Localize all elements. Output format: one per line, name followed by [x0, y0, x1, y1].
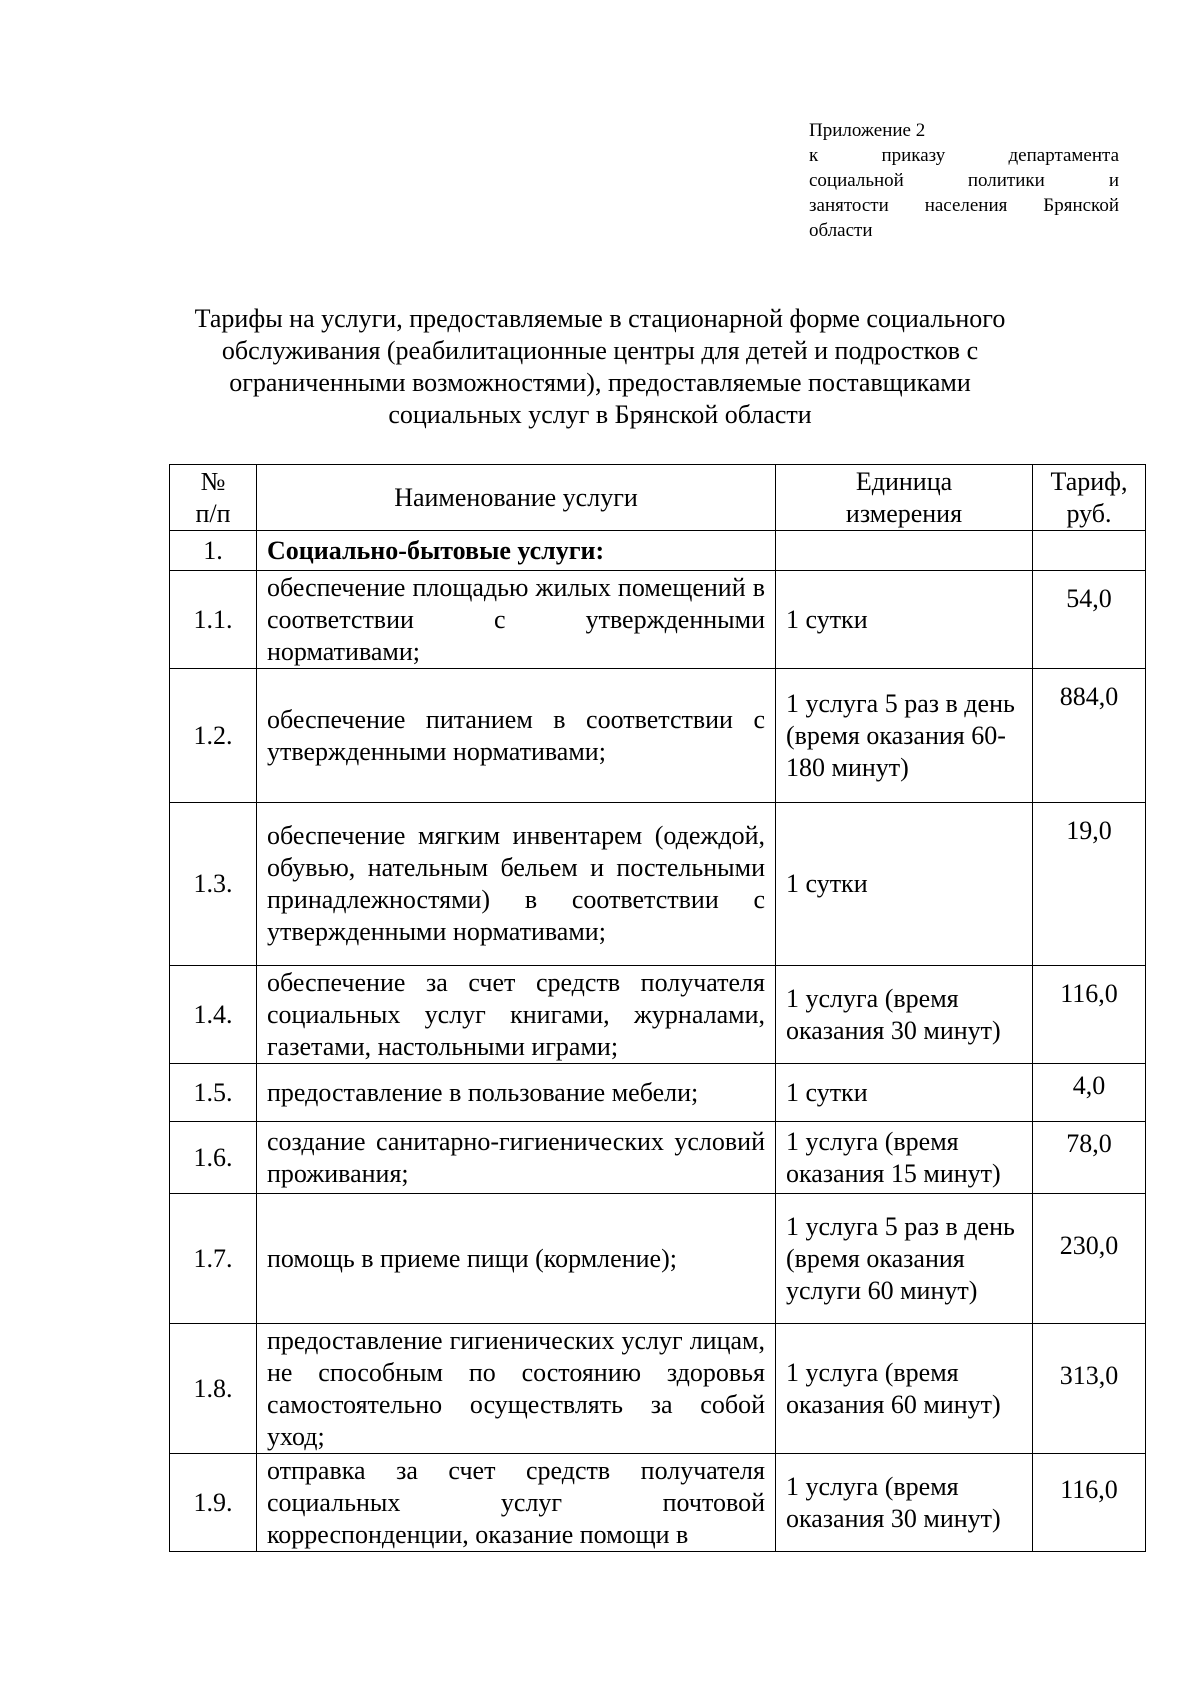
document-title [170, 303, 1030, 431]
row-unit: 1 услуга 5 раз в день (время оказания 60-180 минут) [776, 669, 1033, 803]
row-name: отправка за счет средств получателя социальных услуг почтовой корреспонденции, оказание помощи в [257, 1454, 776, 1552]
table-row [170, 1194, 1146, 1324]
title-line: обслуживания (реабилитационные центры для детей и подростков с [221, 336, 979, 365]
row-name: обеспечение площадью жилых помещений в соответствии с утвержденными нормативами; [257, 571, 776, 669]
section-tariff [1033, 531, 1146, 571]
row-num: 1.3. [170, 803, 257, 966]
table-row [170, 1324, 1146, 1454]
table-header-row [170, 465, 1146, 531]
row-unit: 1 услуга (время оказания 15 минут) [776, 1122, 1033, 1194]
row-num: 1.2. [170, 669, 257, 803]
row-unit: 1 услуга 5 раз в день (время оказания услуги 60 минут) [776, 1194, 1033, 1324]
row-name: помощь в приеме пищи (кормление); [257, 1194, 776, 1324]
table-row [170, 1454, 1146, 1552]
row-tariff: 116,0 [1033, 1454, 1146, 1552]
row-tariff: 313,0 [1033, 1324, 1146, 1454]
table-row [170, 1122, 1146, 1194]
row-name: обеспечение за счет средств получателя социальных услуг книгами, журналами, газетами, настольными играми; [257, 966, 776, 1064]
row-tariff: 116,0 [1033, 966, 1146, 1064]
row-name: обеспечение мягким инвентарем (одеждой, обувью, нательным бельем и постельными принадлежностями) в соответствии с утвержденными нормативами; [257, 803, 776, 966]
row-unit: 1 услуга (время оказания 30 минут) [776, 966, 1033, 1064]
title-line: Тарифы на услуги, предоставляемые в стационарной форме социального [194, 304, 1006, 333]
row-num: 1.9. [170, 1454, 257, 1552]
row-name: обеспечение питанием в соответствии с утвержденными нормативами; [257, 669, 776, 803]
header-num: № п/п [170, 465, 257, 531]
header-name: Наименование услуги [257, 465, 776, 531]
row-tariff: 54,0 [1033, 571, 1146, 669]
appendix-line: области [809, 220, 873, 241]
row-num: 1.1. [170, 571, 257, 669]
section-unit [776, 531, 1033, 571]
row-num: 1.4. [170, 966, 257, 1064]
header-unit: Единица измерения [776, 465, 1033, 531]
appendix-line: занятости населения Брянской [809, 195, 1119, 216]
row-num: 1.5. [170, 1064, 257, 1122]
table-row [170, 571, 1146, 669]
section-num: 1. [170, 531, 257, 571]
appendix-line: к приказу департамента [809, 145, 1119, 166]
table-row [170, 803, 1146, 966]
row-num: 1.6. [170, 1122, 257, 1194]
row-tariff: 78,0 [1033, 1122, 1146, 1194]
table-row [170, 1064, 1146, 1122]
appendix-line: социальной политики и [809, 170, 1119, 191]
header-tariff: Тариф, руб. [1033, 465, 1146, 531]
row-unit: 1 услуга (время оказания 60 минут) [776, 1324, 1033, 1454]
row-unit: 1 сутки [776, 571, 1033, 669]
appendix-note [809, 118, 1119, 243]
row-tariff: 884,0 [1033, 669, 1146, 803]
row-unit: 1 сутки [776, 803, 1033, 966]
section-name: Социально-бытовые услуги: [257, 531, 776, 571]
section-row [170, 531, 1146, 571]
row-name: предоставление в пользование мебели; [257, 1064, 776, 1122]
row-tariff: 230,0 [1033, 1194, 1146, 1324]
row-unit: 1 сутки [776, 1064, 1033, 1122]
row-num: 1.8. [170, 1324, 257, 1454]
table-row [170, 669, 1146, 803]
row-tariff: 19,0 [1033, 803, 1146, 966]
row-name: предоставление гигиенических услуг лицам, не способным по состоянию здоровья самостоятельно осуществлять за собой уход; [257, 1324, 776, 1454]
title-line: ограниченными возможностями), предоставляемые поставщиками [229, 368, 971, 397]
row-num: 1.7. [170, 1194, 257, 1324]
title-line: социальных услуг в Брянской области [388, 400, 812, 429]
row-unit: 1 услуга (время оказания 30 минут) [776, 1454, 1033, 1552]
row-name: создание санитарно-гигиенических условий проживания; [257, 1122, 776, 1194]
tariff-table [169, 464, 1146, 1552]
row-tariff: 4,0 [1033, 1064, 1146, 1122]
table-row [170, 966, 1146, 1064]
appendix-line: Приложение 2 [809, 120, 926, 141]
